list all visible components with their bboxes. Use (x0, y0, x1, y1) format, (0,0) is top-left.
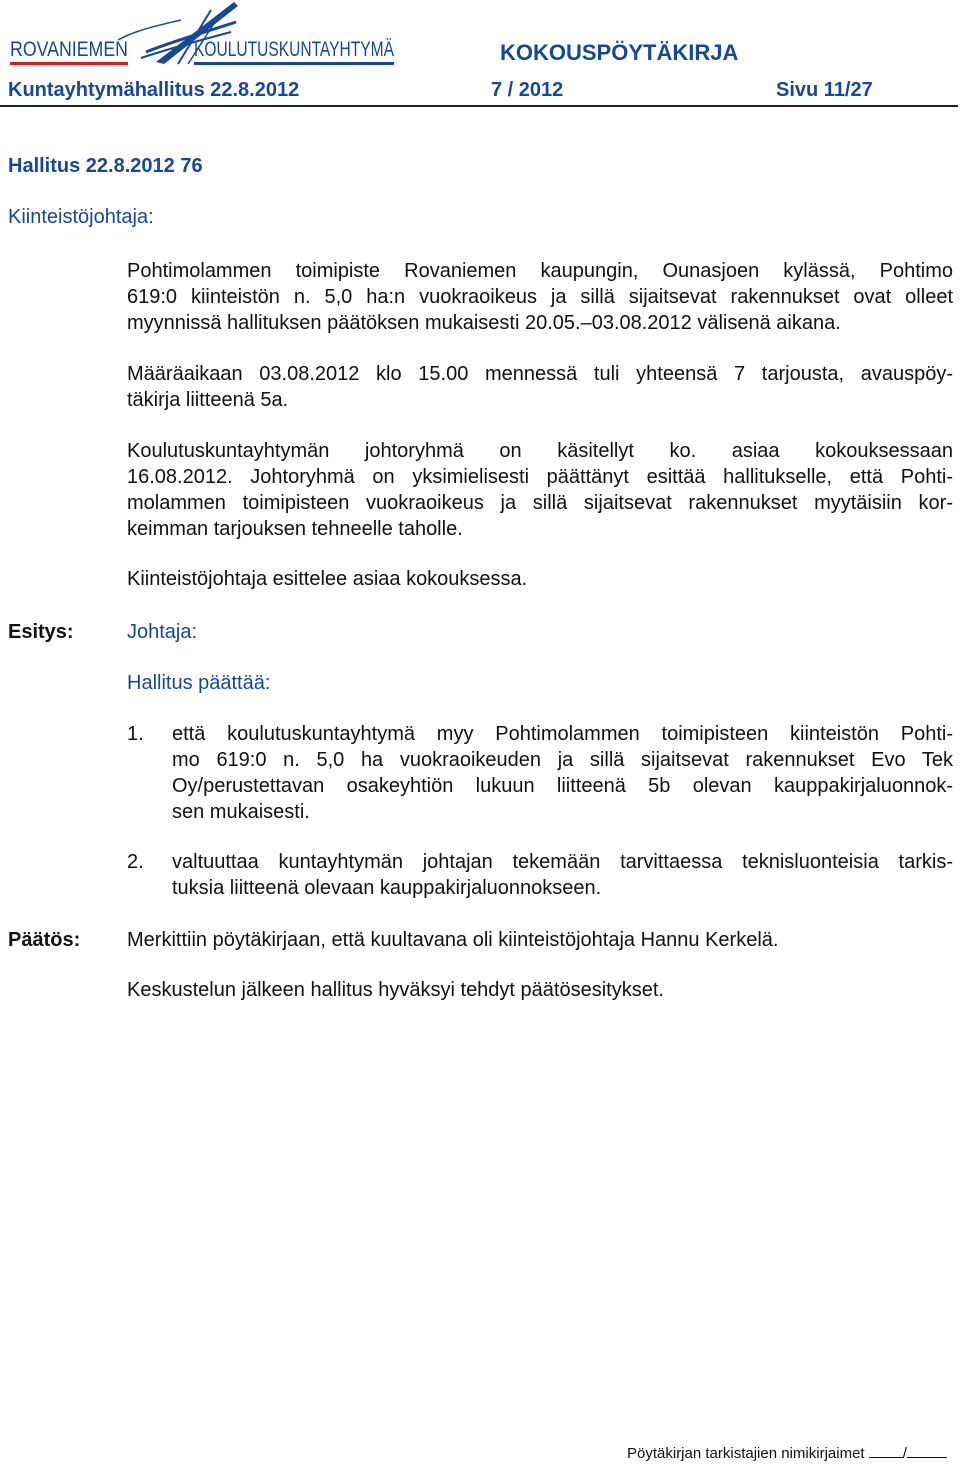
list-number: 2. (127, 851, 144, 873)
text-line: 16.08.2012. Johtoryhmä on yksimielisesti päättänyt esittää hallitukselle, että Pohti- (127, 466, 953, 488)
initials-blank[interactable] (907, 1443, 947, 1458)
svg-text:KOULUTUSKUNTAYHTYMÄ: KOULUTUSKUNTAYHTYMÄ (194, 38, 394, 61)
svg-text:ROVANIEMEN: ROVANIEMEN (10, 38, 128, 61)
document-type: KOKOUSPÖYTÄKIRJA (500, 40, 739, 65)
decision-text-2 (127, 977, 953, 1003)
text-line: Määräaikaan 03.08.2012 klo 15.00 mennessä tuli yhteensä 7 tarjousta, avauspöy- (127, 363, 953, 385)
text-line: Merkittiin pöytäkirjaan, että kuultavana oli kiinteistöjohtaja Hannu Kerkelä. (127, 929, 779, 951)
header-divider (0, 105, 958, 107)
paragraph-4 (127, 566, 953, 592)
list-item (172, 721, 953, 825)
page-number: Sivu 11/27 (776, 79, 873, 101)
meeting-number: 7 / 2012 (491, 79, 564, 101)
section-heading: Hallitus 22.8.2012 76 (8, 155, 203, 177)
text-line: valtuuttaa kuntayhtymän johtajan tekemään tarvittaessa teknisluonteisia tarkis- (172, 851, 953, 873)
text-line: Koulutuskuntayhtymän johtoryhmä on käsitellyt ko. asiaa kokouksessaan (127, 440, 953, 462)
meeting-name: Kuntayhtymähallitus 22.8.2012 (8, 79, 300, 101)
text-line: täkirja liitteenä 5a. (127, 389, 289, 411)
text-line: mo 619:0 n. 5,0 ha vuokraoikeuden ja sillä sijaitsevat rakennukset Evo Tek (172, 749, 953, 771)
list-item (172, 849, 953, 901)
text-line: että koulutuskuntayhtymä myy Pohtimolammen toimipisteen kiinteistön Pohti- (172, 723, 953, 745)
list-number: 1. (127, 723, 144, 745)
text-line: tuksia liitteenä olevaan kauppakirjaluonnokseen. (172, 877, 602, 899)
text-line: keimman tarjouksen tehneelle taholle. (127, 518, 463, 540)
text-line: molammen toimipisteen vuokraoikeus ja sillä sijaitsevat rakennukset myytäisiin kor- (127, 492, 953, 514)
presenter-label: Kiinteistöjohtaja: (8, 206, 154, 228)
paragraph-2 (127, 361, 953, 413)
text-line: myynnissä hallituksen päätöksen mukaisesti 20.05.–03.08.2012 välisenä aikana. (127, 312, 841, 334)
organization-logo (6, 0, 396, 70)
initials-blank[interactable] (869, 1443, 903, 1458)
decision-text-1 (127, 927, 953, 953)
hallitus-paattaa-label: Hallitus päättää: (127, 672, 271, 694)
text-line: 619:0 kiinteistön n. 5,0 ha:n vuokraoikeus ja sillä sijaitsevat rakennukset ovat olleet (127, 286, 953, 308)
paragraph-3 (127, 438, 953, 542)
initials-separator: / (902, 1445, 907, 1462)
text-line: Kiinteistöjohtaja esittelee asiaa kokouksessa. (127, 568, 528, 590)
footer-text: Pöytäkirjan tarkistajien nimikirjaimet (627, 1445, 865, 1462)
johtaja-label: Johtaja: (127, 621, 198, 643)
text-line: sen mukaisesti. (172, 801, 310, 823)
paatos-label: Päätös: (8, 929, 81, 951)
footer-initials (627, 1443, 947, 1462)
text-line: Keskustelun jälkeen hallitus hyväksyi tehdyt päätösesitykset. (127, 979, 664, 1001)
text-line: Oy/perustettavan osakeyhtiön lukuun liitteenä 5b olevan kauppakirjaluonnok- (172, 775, 953, 797)
text-line: Pohtimolammen toimipiste Rovaniemen kaupungin, Ounasjoen kylässä, Pohtimo (127, 260, 953, 282)
esitys-label: Esitys: (8, 621, 74, 643)
paragraph-1 (127, 258, 953, 336)
